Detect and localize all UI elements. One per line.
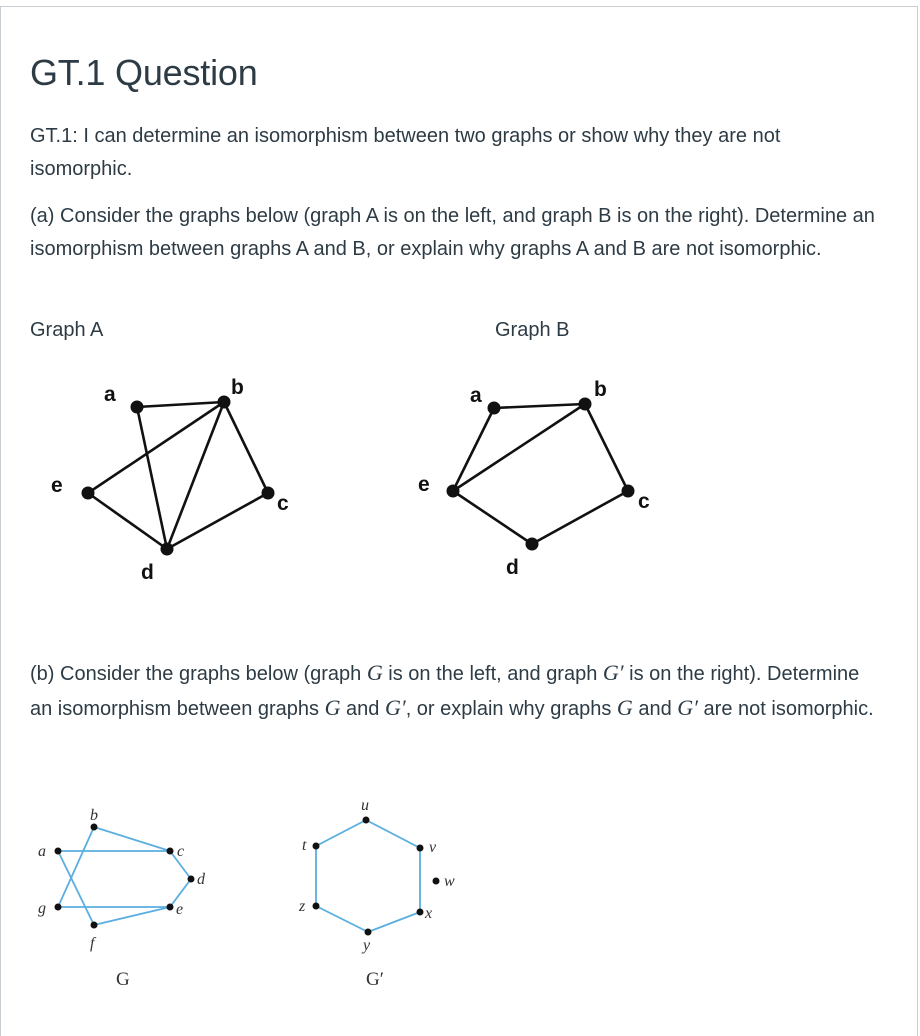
graph-a-label: Graph A [30,319,104,341]
graph-g-prime-caption: G′ [366,969,384,990]
graph-g-label-g: g [38,900,46,917]
graph-g-label-a: a [38,843,46,860]
graph-g-prime-vertex-t [313,843,320,850]
math-g: G [366,660,383,685]
intro-text: GT.1: I can determine an isomorphism between two graphs or show why they are not isomorphic. [30,125,781,180]
graph-g-prime-label-v: v [429,839,437,856]
graph-g-label-e: e [176,901,184,918]
graph-g-prime-edges [316,820,420,932]
math-g: G [324,695,341,720]
graph-g-prime-vertex-v [417,845,424,852]
graph-g-prime-label-t: t [302,837,307,854]
graph-b-label-a: a [470,384,482,407]
edge-u-v [366,820,420,848]
graph-g-label-c: c [177,843,185,860]
graph-a-label-b: b [231,376,244,399]
graph-g-prime-vertex-w [433,878,440,885]
graph-a-label-a: a [104,383,116,406]
math-g-prime: G′ [677,695,698,720]
page-title: GT.1 Question [30,52,258,93]
graph-g-label-d: d [197,871,205,888]
graph-b-label-b: b [594,378,607,401]
math-g-prime: G′ [602,660,624,685]
graph-a-label-e: e [51,474,63,497]
graph-b-label-c: c [638,490,650,513]
edge-x-y [368,912,420,932]
graph-g-prime-vertex-x [417,909,424,916]
graph-g-prime-vertex-y [365,929,372,936]
graph-g-label-f: f [90,935,95,952]
graph-b-label: Graph B [495,319,570,341]
graph-a-label-c: c [277,492,289,515]
graph-g-prime-label-u: u [361,797,369,814]
graph-g-label-b: b [90,807,98,824]
part-b-text: (b) Consider the graphs below (graph G is on the left, and graph G′ is on the right). Determine an isomorphism between graphs G and G′, or explain why graphs G and G′ are not isomorphic. [30,660,874,720]
part-a-text: (a) Consider the graphs below (graph A is on the left, and graph B is on the right). Determine an isomorphism between graphs A and B, or explain why graphs A and B are not isomorphic. [30,205,875,260]
math-g-prime: G′ [384,695,406,720]
graph-g-prime-label-y: y [363,937,371,954]
math-g: G [616,695,633,720]
graph-g-prime-vertex-z [313,903,320,910]
graph-g-prime-label-x: x [425,905,433,922]
graph-b-label-d: d [506,556,519,579]
graph-a-label-d: d [141,561,154,584]
graph-g-prime-vertex-u [363,817,370,824]
graph-g-caption: G [116,969,130,990]
edge-t-u [316,820,366,846]
graph-b-label-e: e [418,473,430,496]
edge-y-z [316,906,368,932]
graph-g-prime-label-w: w [444,873,455,890]
graph-g-prime-label-z: z [299,898,306,915]
